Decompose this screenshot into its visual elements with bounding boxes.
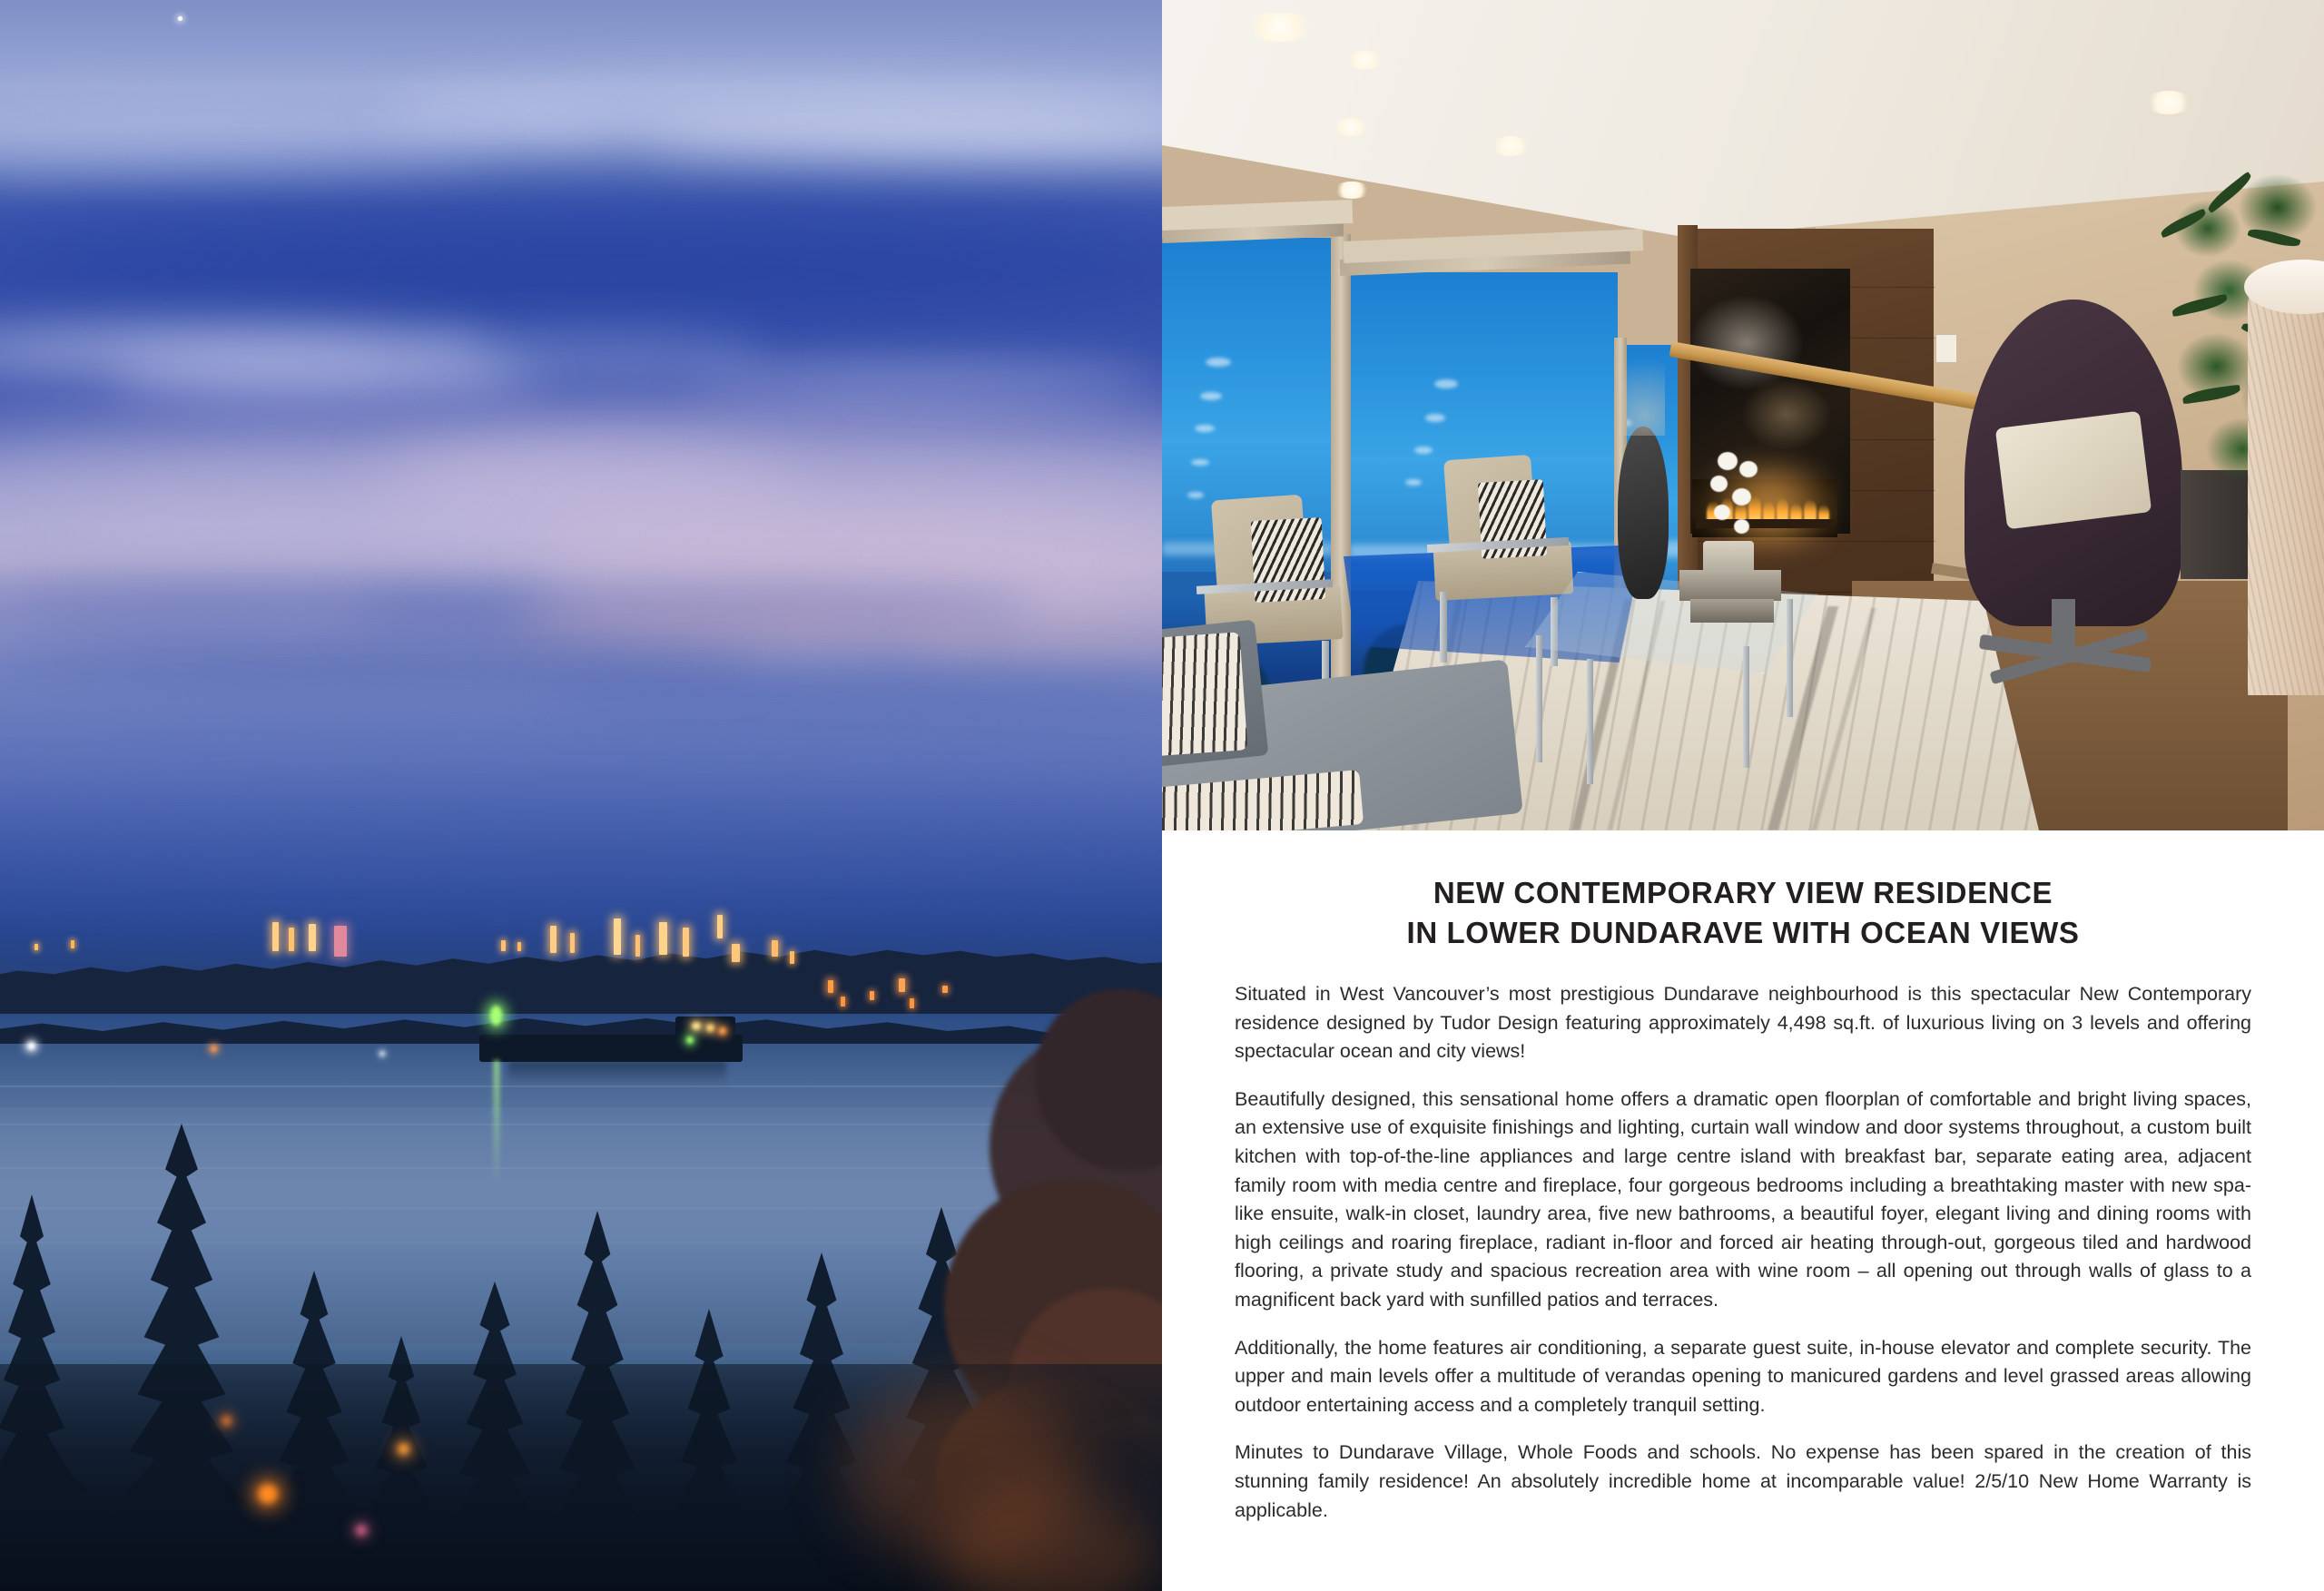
chair-leg <box>1440 592 1447 663</box>
city-tower-light <box>550 926 556 953</box>
striped-throw-pillow <box>1162 632 1247 756</box>
city-tower-light <box>289 928 294 951</box>
glass-reflection <box>1405 479 1422 486</box>
city-light <box>772 940 778 957</box>
city-tower-light <box>683 928 689 957</box>
orchid-bloom <box>1732 488 1751 506</box>
hillside-light <box>828 980 833 993</box>
distant-headland-ridge <box>0 928 1162 1014</box>
drum-lamp-shade <box>2248 269 2324 695</box>
glass-reflection <box>1187 492 1204 498</box>
decorative-tray-stack <box>1690 599 1774 623</box>
city-tower-light <box>717 915 723 938</box>
glass-reflection <box>1414 447 1433 454</box>
freighter-superstructure <box>675 1016 735 1038</box>
garden-light <box>222 1416 231 1426</box>
orchid-bloom <box>1734 519 1749 534</box>
glass-reflection <box>1206 358 1231 367</box>
garden-light <box>398 1443 409 1455</box>
freighter-light-reflection <box>494 1060 499 1187</box>
glass-reflection <box>1434 379 1458 388</box>
buoy-light <box>211 1046 217 1052</box>
buoy-light <box>27 1042 35 1050</box>
city-light <box>501 940 506 951</box>
hillside-light <box>841 997 845 1007</box>
coffee-table-leg <box>1787 599 1793 717</box>
freighter-mast-light-green <box>490 1006 502 1026</box>
headline-line-2: IN LOWER DUNDARAVE WITH OCEAN VIEWS <box>1406 915 2080 949</box>
city-tower-light-pink <box>334 926 347 957</box>
hillside-light <box>910 998 914 1008</box>
city-light <box>34 944 38 950</box>
freighter-hull-reflection <box>508 1062 726 1084</box>
city-tower-light <box>309 924 316 951</box>
star-point <box>178 16 182 21</box>
listing-headline <box>1162 873 2324 952</box>
recessed-downlight <box>1333 182 1371 199</box>
coffee-table-leg <box>1587 659 1593 784</box>
recessed-downlight <box>1331 118 1371 136</box>
garden-light <box>258 1484 278 1504</box>
city-tower-light <box>659 922 667 955</box>
freighter-deck-light <box>692 1022 701 1030</box>
living-room-photo <box>1162 0 2324 830</box>
orchid-bloom <box>1714 505 1730 520</box>
cloud-haze <box>0 799 1162 908</box>
light-switch <box>1935 334 1957 363</box>
city-light <box>71 940 74 948</box>
coffee-table-leg <box>1536 635 1542 762</box>
garden-light <box>356 1525 367 1536</box>
description-paragraph: Additionally, the home features air conditioning, a separate guest suite, in-house elevator and complete security. The upper and main levels offer a multitude of verandas opening to manicured gardens and level grassed areas allowing outdoor entertaining access and a completely tranquil setting. <box>1235 1336 2251 1416</box>
decorative-tray-stack <box>1679 570 1781 601</box>
description-paragraph: Situated in West Vancouver’s most prestigious Dundarave neighbourhood is this spectacular New Contemporary residence designed by Tudor Design featuring approximately 4,498 sq.ft. of luxurious living on 3 levels and offering spectacular ocean and city views! <box>1235 983 2251 1063</box>
city-light <box>732 944 740 962</box>
cloud-band-dark <box>0 227 1162 327</box>
description-paragraph: Minutes to Dundarave Village, Whole Foods and schools. No expense has been spared in the creation of this stunning family residence! An absolutely incredible home at incomparable value! 2/5/10 New Home Warranty is applicable. <box>1235 1441 2251 1521</box>
freighter-deck-light <box>719 1027 726 1035</box>
decorative-vase <box>1618 427 1669 599</box>
recessed-downlight <box>1344 51 1385 69</box>
listing-text-panel <box>1162 830 2324 1591</box>
freighter-hull <box>479 1035 743 1062</box>
freighter-deck-light <box>686 1036 694 1044</box>
hillside-light <box>942 986 948 993</box>
water-ripple <box>0 1085 1162 1087</box>
orchid-bloom <box>1710 476 1728 492</box>
vase-branches <box>1623 336 1665 436</box>
cloud-wisp <box>418 338 763 372</box>
cloud-strand <box>545 672 1162 713</box>
cloud-band <box>0 138 490 178</box>
glass-reflection <box>1425 414 1445 422</box>
cloud-strand-pink <box>508 610 980 641</box>
recessed-downlight <box>2144 91 2193 114</box>
buoy-light <box>379 1051 385 1056</box>
listing-description <box>1235 980 2251 1525</box>
city-tower-light <box>570 933 575 953</box>
egg-chair-pillow <box>1995 411 2152 530</box>
fireplace-burner <box>1696 519 1834 528</box>
cloud-wisp <box>690 361 1162 398</box>
glass-reflection <box>1195 425 1215 432</box>
city-light <box>790 951 794 964</box>
coffee-table-leg <box>1743 646 1749 768</box>
orchid-bloom <box>1718 452 1738 470</box>
window-mullion <box>1331 234 1351 751</box>
city-light <box>517 942 521 951</box>
water-ripple <box>0 1124 1162 1125</box>
description-paragraph: Beautifully designed, this sensational home offers a dramatic open floorplan of comfortable and bright living spaces, an extensive use of exquisite finishings and lighting, curtain wall window and door systems throughout, a custom built kitchen with top-of-the-line appliances and large centre island with breakfast bar, separate eating area, adjacent family room with media centre and fireplace, four gorgeous bedrooms including a breathtaking master with new spa-like ensuite, walk-in closet, laundry area, five new bathrooms, a beautiful foyer, elegant living and dining rooms with high ceilings and roaring fireplace, radiant in-floor and forced air heating through-out, gorgeous tiled and hardwood flooring, a private study and spacious recreation area with wine room – all opening out through walls of glass to a magnificent back yard with sunfilled patios and terraces. <box>1235 1087 2251 1311</box>
city-tower-light <box>614 918 621 955</box>
headline-line-1: NEW CONTEMPORARY VIEW RESIDENCE <box>1433 876 2053 909</box>
city-tower-light <box>635 935 640 957</box>
recessed-downlight <box>1489 136 1532 156</box>
hillside-light <box>870 991 874 1000</box>
recessed-downlight <box>1242 13 1318 42</box>
glass-reflection <box>1200 392 1222 400</box>
freighter-deck-light <box>706 1024 714 1032</box>
orchid-bloom <box>1739 461 1758 477</box>
hillside-light <box>899 978 905 992</box>
glass-reflection <box>1191 459 1209 466</box>
city-tower-light <box>272 922 279 951</box>
